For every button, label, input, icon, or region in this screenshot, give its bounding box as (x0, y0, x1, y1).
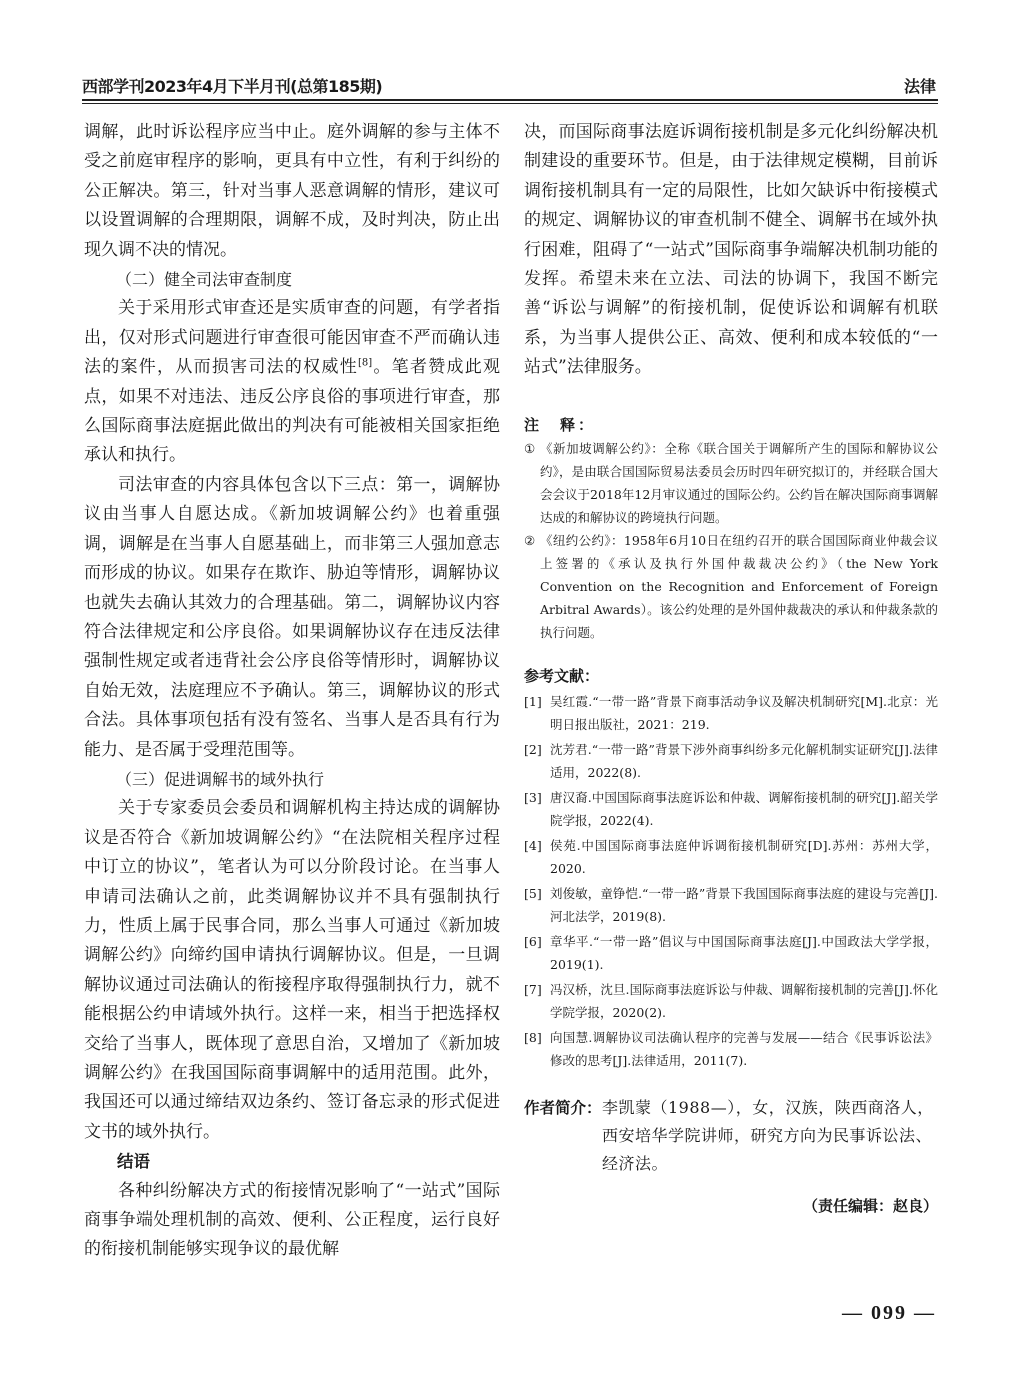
reference-item (524, 738, 938, 784)
reference-text: 侯苑.中国国际商事法庭仲诉调衔接机制研究[D].苏州：苏州大学，2020. (550, 837, 938, 876)
paragraph: 司法审查的内容具体包含以下三点：第一，调解协议由当事人自愿达成。《新加坡调解公约》也着重强调，调解是在当事人自愿基础上，而非第三人强加意志而形成的协议。如果存在欺诈、胁迫等情形，调解协议也就失去确认其效力的合理基础。第二，调解协议内容符合法律规定和公序良俗。如果调解协议存在违反法律强制性规定或者违背社会公序良俗等情形时，调解协议自始无效，法庭理应不予确认。第三，调解协议的形式合法。具体事项包括有没有签名、当事人是否具有行为能力、是否属于受理范围等。 (84, 474, 500, 760)
reference-number: [8] (524, 1029, 542, 1045)
section-heading: （二）健全司法审查制度 (116, 270, 293, 290)
page-number: — 099 — (842, 1302, 936, 1324)
reference-number: [1] (524, 693, 542, 709)
section-heading: （三）促进调解书的域外执行 (116, 769, 325, 789)
reference-number: [3] (524, 789, 542, 805)
reference-number: [7] (524, 981, 542, 997)
reference-text: 唐汉裔.中国国际商事法庭诉讼和仲裁、调解衔接机制的研究[J].韶关学院学报，2022(4). (550, 789, 938, 828)
author-label: 作者简介： (524, 1098, 602, 1117)
reference-item (524, 834, 938, 880)
paragraph: 调解，此时诉讼程序应当中止。庭外调解的参与主体不受之前庭审程序的影响，更具有中立性，有利于纠纷的公正解决。第三，针对当事人恶意调解的情形，建议可以设置调解的合理期限，调解不成，及时判决，防止出现久调不决的情况。 (84, 122, 500, 260)
citation-ref: [8] (357, 357, 373, 369)
paragraph (84, 294, 500, 470)
note-text: 《纽约公约》：1958年6月10日在纽约召开的联合国国际商业仲裁会议上签署的《承认及执行外国仲裁裁决公约》（the New York Convention on the Recognition and Enforcement of Foreign Arbitral Awards）。该公约处理的是外国仲裁裁决的承认和仲裁条款的执行问题。 (540, 532, 938, 640)
section-label: 法律 (903, 77, 936, 96)
editor-credit: （责任编辑：赵良） (802, 1196, 938, 1215)
reference-text: 冯汉桥，沈旦.国际商事法庭诉讼与仲裁、调解衔接机制的完善[J].怀化学院学报，2020(2). (550, 981, 938, 1020)
section-heading: 结语 (117, 1152, 150, 1172)
reference-text: 刘俊敏，童铮恺.“一带一路”背景下我国国际商事法庭的建设与完善[J].河北法学，2019(8). (550, 885, 938, 924)
author-bio (524, 1094, 938, 1178)
running-header (82, 72, 938, 98)
header-rule-thin (82, 103, 938, 104)
paragraph: 决，而国际商事法庭诉调衔接机制是多元化纠纷解决机制建设的重要环节。但是，由于法律规定模糊，目前诉调衔接机制具有一定的局限性，比如欠缺诉中衔接模式的规定、调解协议的审查机制不健全、调解书在域外执行困难，阻碍了“一站式”国际商事争端解决机制功能的发挥。希望未来在立法、司法的协调下，我国不断完善“诉讼与调解”的衔接机制，促使诉讼和调解有机联系，为当事人提供公正、高效、便利和成本较低的“一站式”法律服务。 (524, 122, 938, 378)
paragraph-text: 关于采用形式审查还是实质审查的问题，有学者指出，仅对形式问题进行审查很可能因审查不严而确认违法的案件，从而损害司法的权威性 (84, 298, 500, 378)
left-column (84, 118, 500, 1265)
reference-number: [4] (524, 837, 542, 853)
reference-number: [6] (524, 933, 542, 949)
paragraph-text: 。笔者赞成此观点，如果不对违法、违反公序良俗的事项进行审查，那么国际商事法庭据此做出的判决有可能被相关国家拒绝承认和执行。 (84, 357, 501, 466)
reference-item (524, 930, 938, 976)
reference-number: [5] (524, 885, 542, 901)
reference-number: [2] (524, 741, 542, 757)
note-item (524, 529, 938, 644)
reference-item (524, 690, 938, 736)
reference-item (524, 978, 938, 1024)
reference-text: 章华平.“一带一路”倡议与中国国际商事法庭[J].中国政法大学学报，2019(1). (550, 933, 938, 972)
reference-text: 吴红霞.“一带一路”背景下商事活动争议及解决机制研究[M].北京：光明日报出版社，2021：219. (550, 693, 938, 732)
notes-heading: 注 释： (524, 415, 597, 434)
right-column (524, 118, 938, 1218)
note-item (524, 437, 938, 529)
references-heading: 参考文献： (524, 666, 600, 685)
reference-item (524, 882, 938, 928)
reference-item (524, 786, 938, 832)
note-mark: ② (524, 532, 536, 548)
paragraph: 各种纠纷解决方式的衔接情况影响了“一站式”国际商事争端处理机制的高效、便利、公正程度，运行良好的衔接机制能够实现争议的最优解 (84, 1180, 500, 1260)
reference-text: 向国慧.调解协议司法确认程序的完善与发展——结合《民事诉讼法》修改的思考[J].法律适用，2011(7). (550, 1029, 938, 1068)
paragraph: 关于专家委员会委员和调解机构主持达成的调解协议是否符合《新加坡调解公约》“在法院相关程序过程中订立的协议”，笔者认为可以分阶段讨论。在当事人申请司法确认之前，此类调解协议并不具有强制执行力，性质上属于民事合同，那么当事人可通过《新加坡调解公约》向缔约国申请执行调解协议。但是，一旦调解协议通过司法确认的衔接程序取得强制执行力，就不能根据公约申请域外执行。这样一来，相当于把选择权交给了当事人，既体现了意思自治，又增加了《新加坡调解公约》在我国国际商事调解中的适用范围。此外，我国还可以通过缔结双边条约、签订备忘录的形式促进文书的域外执行。 (84, 798, 500, 1142)
header-rule (82, 99, 938, 101)
reference-item (524, 1026, 938, 1072)
author-text: 李凯蒙（1988—），女，汉族，陕西商洛人，西安培华学院讲师，研究方向为民事诉讼法、经济法。 (602, 1097, 934, 1173)
note-text: 《新加坡调解公约》：全称《联合国关于调解所产生的国际和解协议公约》，是由联合国国际贸易法委员会历时四年研究拟订的，并经联合国大会会议于2018年12月审议通过的国际公约。公约旨在解决国际商事调解达成的和解协议的跨境执行问题。 (540, 440, 938, 525)
journal-title: 西部学刊2023年4月下半月刊(总第185期) (82, 77, 383, 96)
reference-text: 沈芳君.“一带一路”背景下涉外商事纠纷多元化解机制实证研究[J].法律适用，2022(8). (550, 741, 938, 780)
note-mark: ① (524, 440, 536, 456)
